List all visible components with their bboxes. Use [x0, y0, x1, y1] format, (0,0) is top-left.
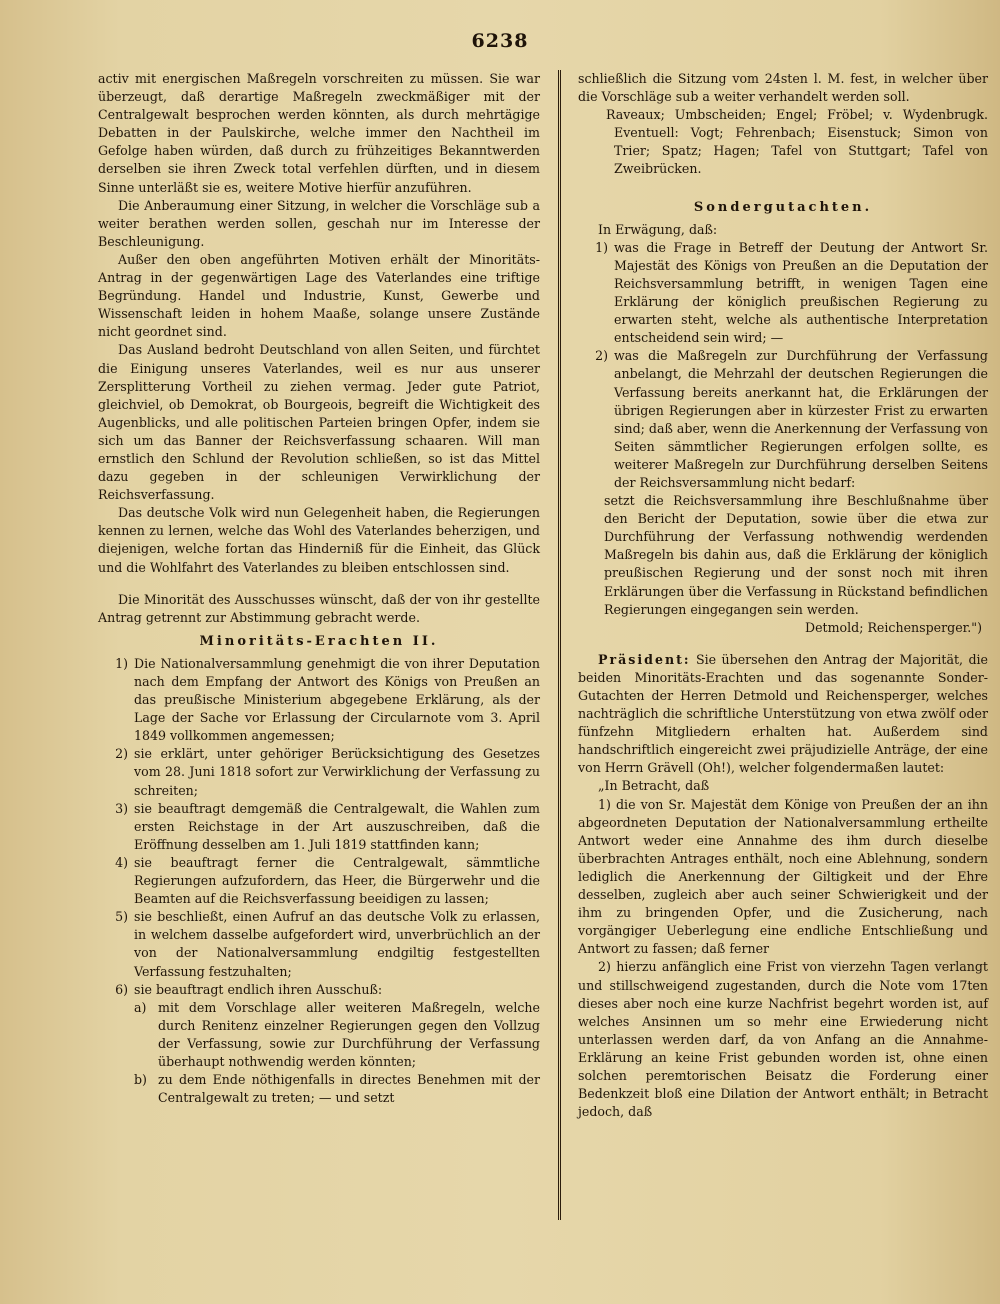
section-heading: Sondergutachten. — [693, 199, 873, 215]
list-item: 1) Die Nationalversammlung genehmigt die von ihrer Deputation nach dem Empfang der Antwort des Königs von Preußen an das preußische Ministerium abgegebene Erklärung, als der Lage der Sache vor Erlassung der Circularnote vom 3. April 1849 vollkommen angemessen; — [115, 655, 540, 744]
list-item: 4) sie beauftragt ferner die Centralgewalt, sämmtliche Regierungen aufzufordern, das Heer, die Bürgerwehr und die Beamten auf die Reichsverfassung beeidigen zu lassen; — [115, 854, 540, 907]
left-column — [98, 70, 540, 1107]
sub-list-item: a) mit dem Vorschlage aller weiteren Maßregeln, welche durch Renitenz einzelner Regierungen gegen den Vollzug der Verfassung, sowie zur Durchführung der Verfassung überhaupt nothwendig werden könnten; — [134, 999, 540, 1069]
signatories: Detmold; Reichensperger.") — [804, 619, 982, 635]
paragraph: In Erwägung, daß: — [598, 221, 718, 237]
paragraph: 1) die von Sr. Majestät dem Könige von Preußen der an ihn abgeordneten Deputation der Nationalversammlung ertheilte Antwort weder eine Annahme des ihm durch dieselbe überbrachten Antrages enthält, noch eine Ablehnung, sondern lediglich die Anerkennung der Giltigkeit und der Ehre desselben, zugleich aber auch seiner Schwierigkeit und der ihm zu bringenden Opfer, und die Zusicherung, nach vorgängiger Ueberlegung eine endliche Entschließung und Antwort zu fassen; daß ferner — [578, 796, 988, 957]
paragraph: 2) hierzu anfänglich eine Frist von vierzehn Tagen verlangt und stillschweigend zugestanden, durch die Note vom 17ten dieses aber noch eine kurze Nachfrist begehrt worden ist, auf welches Ansinnen um so mehr eine Erwiederung nicht unterlassen werden darf, da von Anfang an die Annahme-Erklärung an keine Frist gebunden worden ist, ohne einen solchen peremtorischen Beisatz die Forderung einer Bedenkzeit bloß eine Dilation der Antwort enthält; in Betracht jedoch, daß — [578, 959, 988, 1120]
paragraph: Das deutsche Volk wird nun Gelegenheit haben, die Regierungen kennen zu lernen, welche das Wohl des Vaterlandes beherzigen, und diejenigen, welche fortan das Hinderniß für die Einheit, das Glück und die Wohlfahrt des Vaterlandes zu bleiben entschlossen sind. — [98, 505, 540, 575]
page-number: 6238 — [471, 30, 529, 52]
paragraph: Die Minorität des Ausschusses wünscht, daß der von ihr gestellte Antrag getrennt zur Abstimmung gebracht werde. — [98, 591, 540, 625]
signatories: Raveaux; Umbscheiden; Engel; Fröbel; v. Wydenbrugk. Eventuell: Vogt; Fehrenbach; Eisenstuck; Simon von Trier; Spatz; Hagen; Tafel von Stuttgart; Tafel von Zweibrücken. — [606, 107, 988, 177]
list-item: 2) was die Maßregeln zur Durchführung der Verfassung anbelangt, die Mehrzahl der deutschen Regierungen die Verfassung bereits anerkannt hat, die Erklärungen der übrigen Regierungen aber in kürzester Frist zu erwarten sind; daß aber, wenn die Anerkennung der Verfassung von Seiten sämmtlicher Regierungen erfolgen sollte, es weiterer Maßregeln zur Durchführung derselben Seitens der Reichsversammlung nicht bedarf: — [595, 348, 988, 490]
speech-text: Sie übersehen den Antrag der Majorität, die beiden Minoritäts-Erachten und das sogenannte Sonder-Gutachten der Herren Detmold und Reichensperger, welches nachträglich die schriftliche Unterstützung von etwa zwölf oder fünfzehn Mitgliedern erhalten hat. Außerdem sind handschriftlich eingereicht zwei präjudizielle Anträge, der eine von Herrn Grävell (Oh!), welcher folgendermaßen lautet: — [578, 651, 988, 776]
resolution: setzt die Reichsversammlung ihre Beschlußnahme über den Bericht der Deputation, sowie über die etwa zur Durchführung der Verfassung nothwendig werdenden Maßregeln bis dahin aus, daß die Erklärung der königlich preußischen Regierung und der sonst noch mit ihren Erklärungen über die Verfassung in Rückstand befindlichen Regierungen eingegangen sein werden. — [604, 493, 988, 617]
paragraph: Außer den oben angeführten Motiven erhält der Minoritäts-Antrag in der gegenwärtigen Lage des Vaterlandes eine triftige Begründung. Handel und Industrie, Kunst, Gewerbe und Wissenschaft leiden in hohem Maaße, solange unsere Zustände nicht geordnet sind. — [98, 251, 540, 340]
right-column — [578, 70, 988, 1121]
speech — [578, 651, 988, 778]
section-heading: Minoritäts-Erachten II. — [199, 633, 439, 649]
list-item: 2) sie erklärt, unter gehöriger Berücksichtigung des Gesetzes vom 28. Juni 1818 sofort zur Verwirklichung der Verfassung zu schreiten; — [115, 746, 540, 798]
list-item: 3) sie beauftragt demgemäß die Centralgewalt, die Wahlen zum ersten Reichstage in der Art auszuschreiben, daß die Eröffnung desselben am 1. Juli 1819 stattfinden kann; — [115, 800, 540, 852]
sub-list-item: b) zu dem Ende nöthigenfalls in directes Benehmen mit der Centralgewalt zu treten; — und setzt — [134, 1072, 540, 1106]
paragraph: Die Anberaumung einer Sitzung, in welcher die Vorschläge sub a weiter berathen werden sollen, geschah nur im Interesse der Beschleunigung. — [98, 197, 540, 249]
speaker: Präsident: — [598, 651, 691, 667]
paragraph: activ mit energischen Maßregeln vorschreiten zu müssen. Sie war überzeugt, daß derartige Maßregeln zweckmäßiger mit der Centralgewalt besprochen werden könnten, als durch mehrtägige Debatten in der Paulskirche, welche immer den Nachtheil im Gefolge haben würden, daß durch zu frühzeitiges Bekanntwerden derselben sie ihren Zweck total verfehlen dürften, und in diesem Sinne unterläßt sie es, weitere Motive hierfür anzuführen. — [98, 71, 540, 195]
column-divider — [558, 70, 561, 1220]
list-item: 6) sie beauftragt endlich ihren Ausschuß: — [115, 981, 383, 997]
list-item: 1) was die Frage in Betreff der Deutung der Antwort Sr. Majestät des Königs von Preußen an die Deputation der Reichsversammlung betrifft, in wenigen Tagen eine Erklärung der königlich preußischen Regierung zu erwarten steht, welche als authentische Interpretation entscheidend sein wird; — — [595, 239, 988, 346]
list-item: 5) sie beschließt, einen Aufruf an das deutsche Volk zu erlassen, in welchem dasselbe aufgefordert wird, unverbrüchlich an der von der Nationalversammlung endgiltig festgestellten Verfassung festzuhalten; — [115, 909, 540, 979]
paragraph: „In Betracht, daß — [598, 778, 710, 794]
paragraph: schließlich die Sitzung vom 24sten l. M. fest, in welcher über die Vorschläge sub a weiter verhandelt werden soll. — [578, 71, 988, 105]
paragraph: Das Ausland bedroht Deutschland von allen Seiten, und fürchtet die Einigung unseres Vaterlandes, weil es nur aus unserer Zersplitterung Vortheil zu ziehen vermag. Jeder gute Patriot, gleichviel, ob Demokrat, ob Bourgeois, begreift die Wichtigkeit des Augenblicks, und alle politischen Parteien bringen Opfer, indem sie sich um das Banner der Reichsverfassung schaaren. Will man ernstlich den Schlund der Revolution schließen, so ist das Mittel dazu gegeben in der schleunigen Verwirklichung der Reichsverfassung. — [98, 342, 540, 503]
